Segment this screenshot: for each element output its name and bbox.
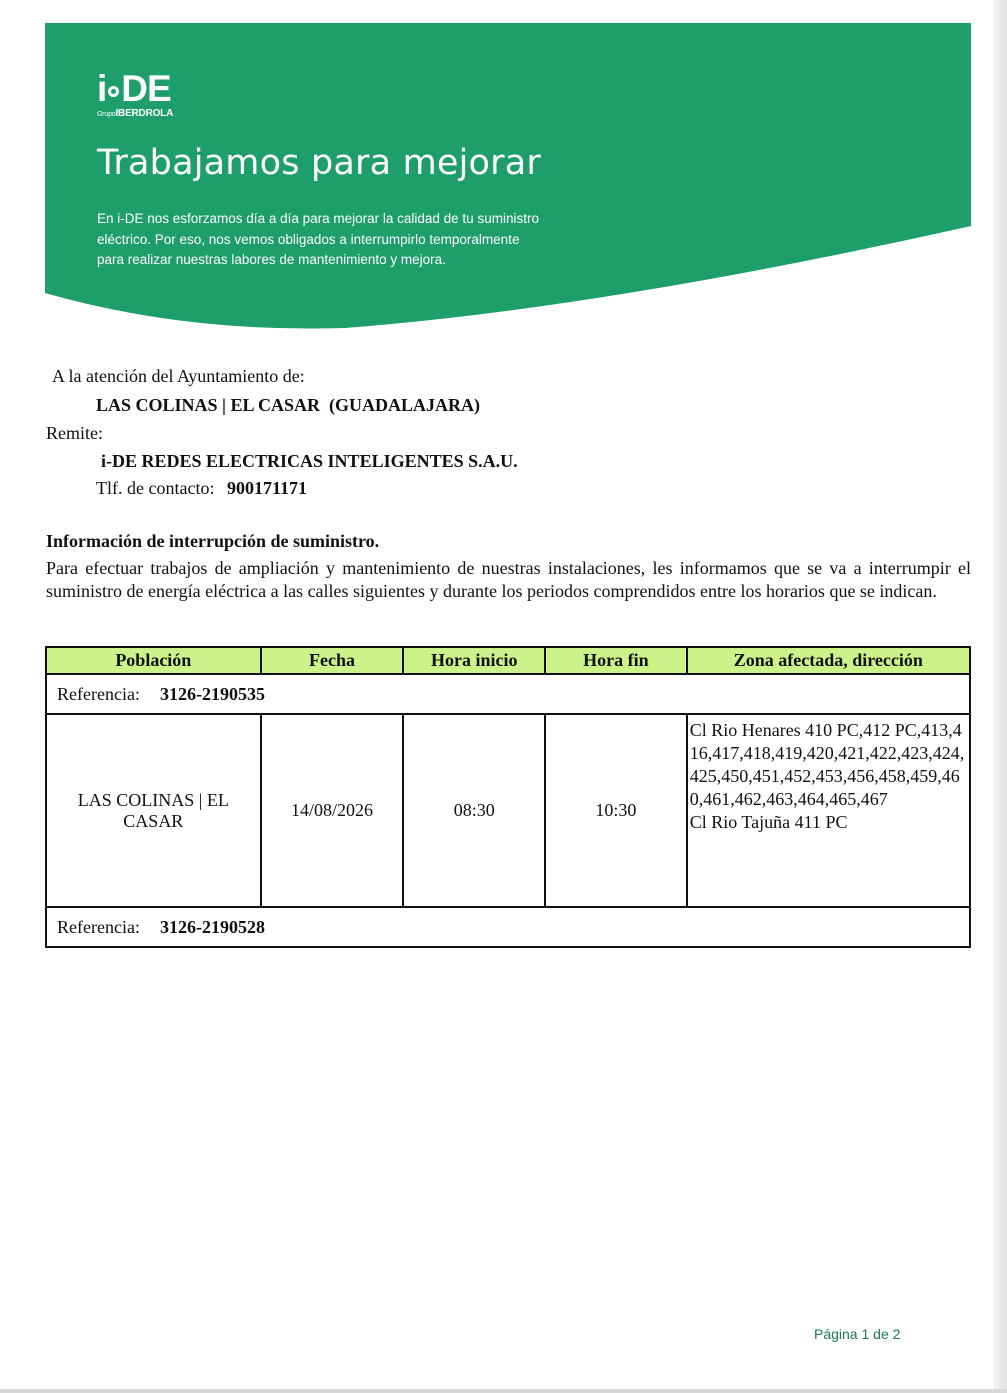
page-edge-shadow: [993, 0, 1007, 1393]
banner: [45, 23, 971, 333]
column-header-start: Hora inicio: [403, 647, 545, 674]
municipality-name: LAS COLINAS | EL CASAR (GUADALAJARA): [96, 395, 481, 415]
banner-title: Trabajamos para mejorar: [97, 143, 541, 183]
zone-line: Cl Rio Henares 410 PC,412 PC,413,416,417,418,419,420,421,422,423,424,425,450,451,452,453,456,458,459,460,461,462,463,464,465,467: [689, 720, 965, 809]
zone-line: Cl Rio Tajuña 411 PC: [689, 812, 848, 832]
table-row: [46, 714, 970, 907]
reference-row: [46, 674, 970, 714]
banner-text: [97, 209, 617, 271]
reference-cell: [46, 907, 970, 947]
logo-letter-i: i: [97, 68, 107, 109]
intro-paragraph: Para efectuar trabajos de ampliación y mantenimiento de nuestras instalaciones, les informamos que se va a interrumpir el suministro de energía eléctrica a las calles siguientes y durante los periodos comprendidos entre los horarios que se indican.: [46, 558, 971, 601]
column-header-date: Fecha: [261, 647, 404, 674]
reference-number: 3126-2190528: [159, 916, 265, 937]
cell-end-time: 10:30: [545, 714, 687, 907]
attention-label: A la atención del Ayuntamiento de:: [52, 366, 305, 386]
column-header-town: Población: [46, 647, 261, 674]
logo-letters-de: DE: [121, 68, 171, 109]
banner-text-line: para realizar nuestras labores de mantenimiento y mejora.: [97, 252, 446, 267]
contact-phone: [96, 478, 307, 499]
interruption-table: [45, 646, 971, 948]
cell-affected-zone: [687, 714, 970, 907]
banner-text-line: eléctrico. Por eso, nos vemos obligados a interrumpirlo temporalmente: [97, 231, 520, 247]
phone-number: 900171171: [226, 478, 307, 498]
reference-number: 3126-2190535: [159, 683, 265, 704]
sender-label: Remite:: [46, 423, 103, 443]
sender-name: i-DE REDES ELECTRICAS INTELIGENTES S.A.U.: [101, 451, 518, 471]
reference-row: [46, 907, 970, 947]
table-header-row: [46, 647, 970, 674]
logo-group-prefix: Grupo: [97, 111, 116, 118]
reference-cell: [46, 674, 970, 714]
banner-text-line: En i-DE nos esforzamos día a día para mejorar la calidad de tu suministro: [97, 211, 539, 226]
page-bottom-edge: [0, 1389, 1007, 1393]
cell-date: 14/08/2026: [261, 714, 404, 907]
page-number: Página 1 de 2: [814, 1326, 901, 1342]
section-title: Información de interrupción de suministro.: [46, 531, 380, 551]
reference-label: Referencia:: [57, 916, 140, 937]
reference-label: Referencia:: [57, 683, 140, 704]
phone-label: Tlf. de contacto:: [96, 478, 215, 498]
column-header-zone: Zona afectada, dirección: [687, 647, 970, 674]
ide-logo: [97, 68, 174, 119]
logo-plug-icon: [108, 86, 119, 97]
column-header-end: Hora fin: [545, 647, 687, 674]
cell-town: LAS COLINAS | EL CASAR: [46, 714, 261, 907]
logo-group-name: IBERDROLA: [115, 108, 174, 119]
cell-start-time: 08:30: [403, 714, 545, 907]
